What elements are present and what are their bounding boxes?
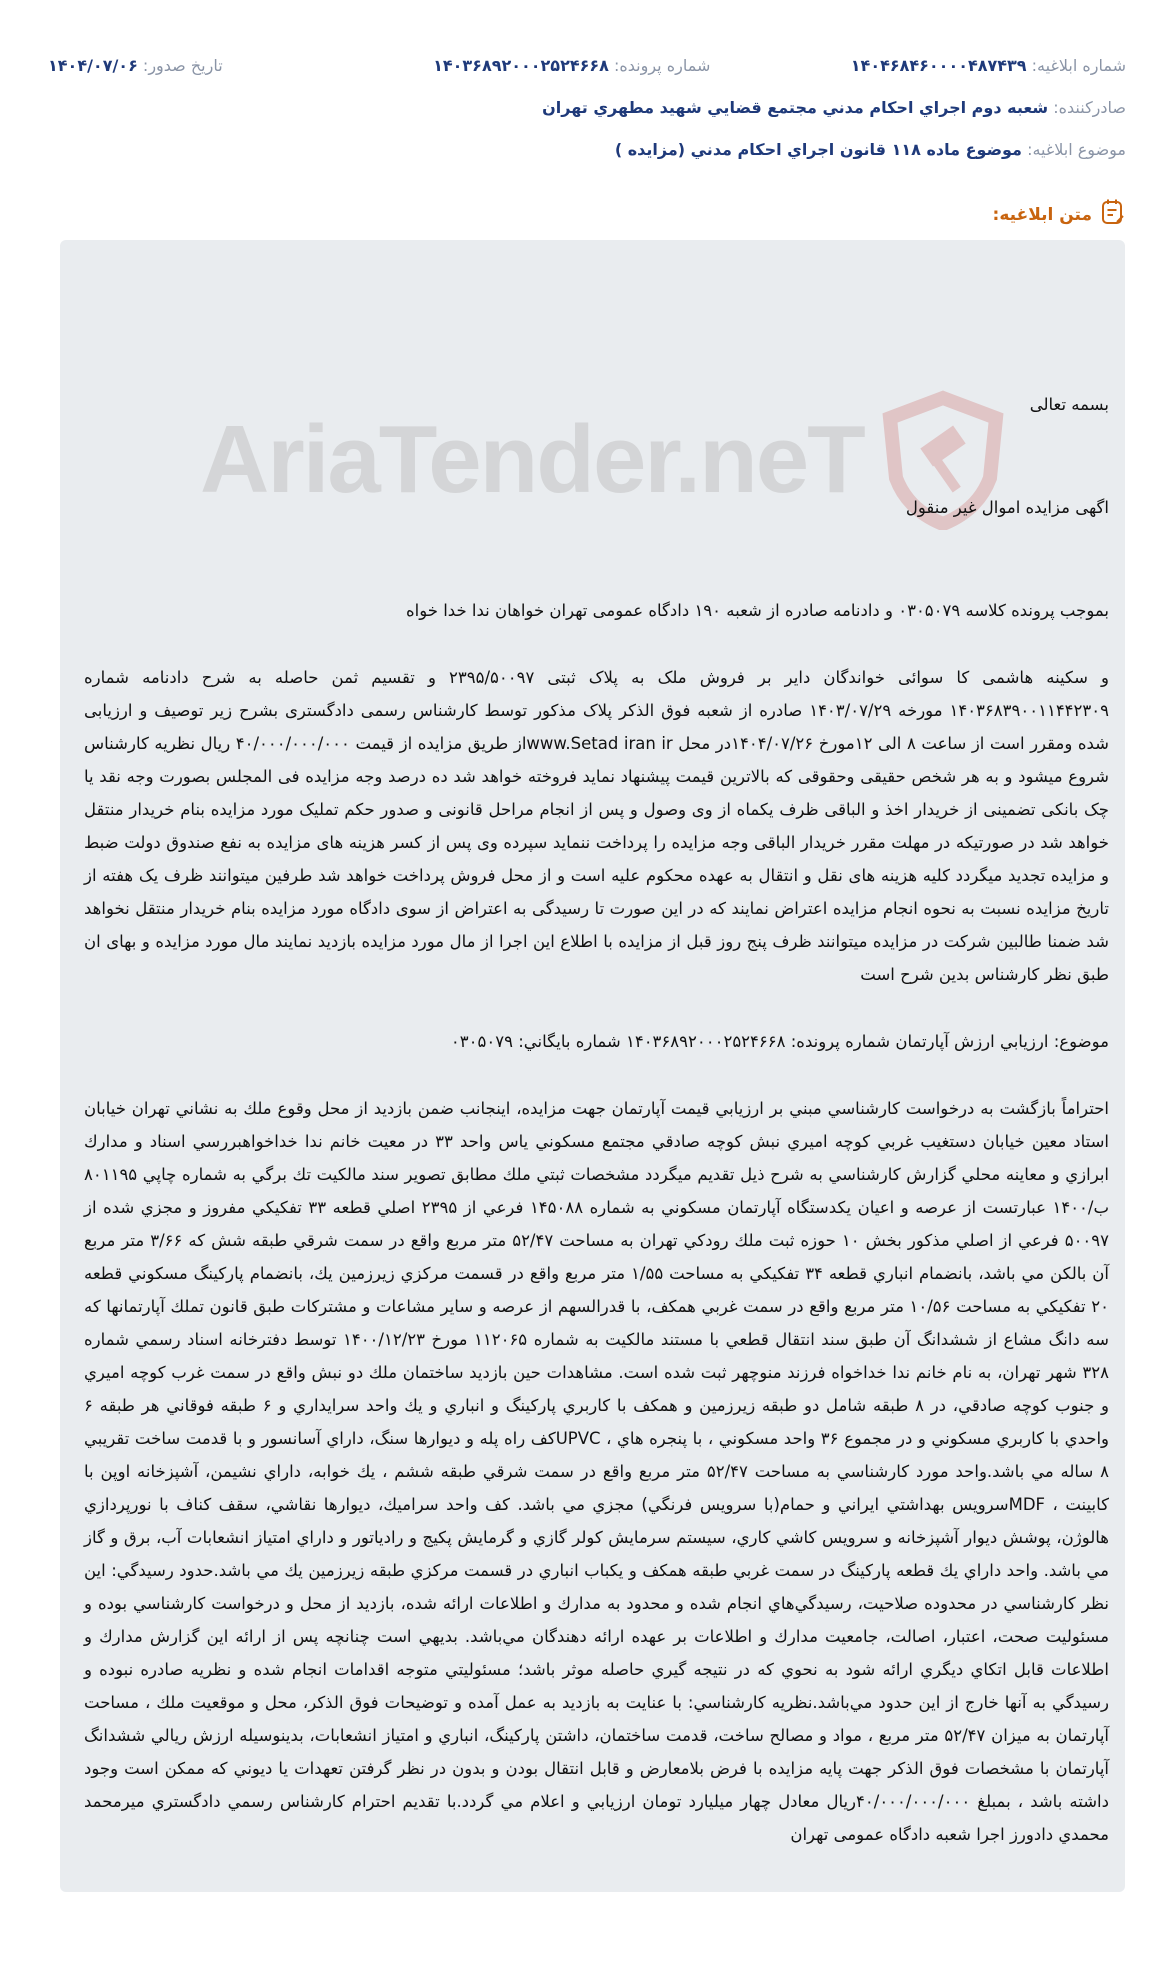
- case-number-value: ۱۴۰۳۶۸۹۲۰۰۰۲۵۲۴۶۶۸: [433, 56, 609, 75]
- notice-text-heading: متن ابلاغیه:: [993, 198, 1126, 231]
- issuer-row: صادرکننده: شعبه دوم اجراي احكام مدني مجتمع قضايي شهيد مطهري تهران: [542, 98, 1126, 117]
- notice-number: شماره ابلاغیه: ۱۴۰۴۶۸۴۶۰۰۰۰۴۸۷۴۳۹: [850, 56, 1126, 75]
- notice-number-value: ۱۴۰۴۶۸۴۶۰۰۰۰۴۸۷۴۳۹: [850, 56, 1027, 75]
- auction-terms: و سکینه هاشمی کا سوائی خواندگان دایر بر فروش ملک به پلاک ثبتی ۲۳۹۵/۵۰۰۹۷ و تقسیم ثمن حاصله به شرح دادنامه شماره ۱۴۰۳۶۸۳۹۰۰۱۱۴۴۲۳۰۹ مورخه ۱۴۰۳/۰۷/۲۹ صادره از شعبه فوق الذکر پلاک مذکور توسط کارشناس رسمی دادگستری بشرح زیر توصیف و ارزیابی شده ومقرر است از ساعت ۸ الی ۱۲مورخ ۱۴۰۴/۰۷/۲۶در محل www.Setad iran irاز طریق مزایده از قیمت ۴۰/۰۰۰/۰۰۰/۰۰۰ ریال نظریه کارشناس شروع میشود و به هر شخص حقیقی وحقوقی که بالاترین قیمت پیشنهاد نماید فروخته خواهد شد ده درصد وجه مزایده فی المجلس بصورت وجه نقد یا چک بانکی تضمینی از خریدار اخذ و الباقی ظرف یکماه از وی وصول و پس از انجام مراحل قانونی و صدور حکم تملیک مورد مزایده بنام خریدار منتقل خواهد شد در صورتیکه در مهلت مقرر خریدار الباقی وجه مزایده را پرداخت ننماید سپرده وی پس از کسر هزینه های مزایده به نفع صندوق دولت ضبط و مزایده تجدید میگردد کلیه هزینه های نقل و انتقال به عهده محکوم علیه است و از محل فروش پرداخت خواهد شد طرفین میتوانند ظرف یک هفته از تاریخ مزایده نسبت به نحوه انجام مزایده اعتراض نمایند که در این صورت تا رسیدگی به اعتراض از سوی دادگاه مورد مزایده بنام خریدار منتقل نخواهد شد ضمنا طالبین شرکت در مزایده میتوانند ظرف پنج روز قبل از مزایده با اطلاع این اجرا از مال مورد مزایده بازدید نمایند مال مورد مزایده و بهای ان طبق نظر کارشناس بدین شرح است: [84, 668, 1110, 984]
- notice-text-box: [60, 240, 1125, 1892]
- subject-row: موضوع ابلاغیه: موضوع ماده ۱۱۸ قانون اجراي احكام مدني (مزايده ): [614, 140, 1126, 159]
- notepad-icon: [1100, 198, 1126, 231]
- notice-meta-row: [48, 56, 1126, 75]
- case-intro: بموجب پرونده کلاسه ۰۳۰۵۰۷۹ و دادنامه صادره از شعبه ۱۹۰ دادگاه عمومی تهران خواهان ندا خدا خواه: [406, 601, 1109, 620]
- issuer-value: شعبه دوم اجراي احكام مدني مجتمع قضايي شهيد مطهري تهران: [542, 98, 1049, 117]
- appraisal-subject: موضوع: ارزيابي ارزش آپارتمان شماره پرونده: ۱۴۰۳۶۸۹۲۰۰۰۲۵۲۴۶۶۸ شماره بايگاني: ۰۳۰۵۰۷۹: [450, 1032, 1109, 1051]
- appraisal-report: احتراماً بازگشت به درخواست كارشناسي مبني بر ارزيابي قيمت آپارتمان جهت مزايده، اينجانب ضمن بازديد از محل وقوع ملك به نشاني تهران خيابان استاد معين خيابان دستغيب غربي كوچه اميري نبش كوچه صادقي مجتمع مسكوني ياس واحد ۳۳ در معيت خانم ندا خداخواهبررسي اسناد و مدارك ابرازي و معاينه محلي گزارش كارشناسي به شرح ذيل تقديم ميگردد مشخصات ثبتي ملك مطابق تصوير سند مالكيت تك برگي به شماره چاپي ۸۰۱۱۹۵ ب/۱۴۰۰ عبارتست از عرصه و اعيان يكدستگاه آپارتمان مسكوني به شماره ۱۴۵۰۸۸ فرعي از ۲۳۹۵ اصلي قطعه ۳۳ تفكيكي مفروز و مجزي شده از ۵۰۰۹۷ فرعي از اصلي مذكور بخش ۱۰ حوزه ثبت ملك رودكي تهران به مساحت ۵۲/۴۷ متر مربع واقع در سمت شرقي طبقه شش كه ۳/۶۶ متر مربع آن بالكن مي باشد، بانضمام انباري قطعه ۳۴ تفكيكي به مساحت ۱/۵۵ متر مربع واقع در قسمت مركزي زيرزمين يك، بانضمام پاركينگ مسكوني قطعه ۲۰ تفكيكي به مساحت ۱۰/۵۶ متر مربع واقع در سمت غربي همكف، با قدرالسهم از عرصه و ساير مشاعات و مشتركات طبق قانون تملك آپارتمانها كه سه دانگ مشاع از ششدانگ آن طبق سند انتقال قطعي با مستند مالكيت به شماره ۱۱۲۰۶۵ مورخ ۱۴۰۰/۱۲/۲۳ توسط دفترخانه اسناد رسمي شماره ۳۲۸ شهر تهران، به نام خانم ندا خداخواه فرزند منوچهر ثبت شده است. مشاهدات حين بازديد ساختمان ملك دو نبش واقع در سمت غرب كوچه اميري و جنوب كوچه صادقي، در ۸ طبقه شامل دو طبقه زيرزمين و همكف با كاربري پاركينگ و انباري و يك واحد سرايداري و ۶ طبقه فوقاني هر طبقه ۶ واحدي با كاربري مسكوني و در مجموع ۳۶ واحد مسكوني ، با پنجره هاي ، UPVCكف راه پله و ديوارها سنگ، داراي آسانسور و با قدمت ساخت تقريبي ۸ ساله مي باشد.واحد مورد كارشناسي به مساحت ۵۲/۴۷ متر مربع واقع در سمت شرقي طبقه ششم ، يك خوابه، داراي نشيمن، آشپزخانه اوپن با كابينت ، MDFسرويس بهداشتي ايراني و حمام(با سرويس فرنگي) مجزي مي باشد. كف واحد سراميك، ديوارها نقاشي، سقف كناف با نورپردازي هالوژن، پوشش ديوار آشپزخانه و سرويس كاشي كاري، سيستم سرمايش كولر گازي و گرمايش پكيج و رادياتور و داراي امتياز انشعابات آب، برق و گاز مي باشد. واحد داراي يك قطعه پاركينگ در سمت غربي طبقه همكف و يكباب انباري در قسمت مركزي طبقه زيرزمين يك مي باشد.حدود رسيدگي: اين نظر كارشناسي در محدوده صلاحيت، رسيدگي‌هاي انجام شده و محدود به مدارك و اطلاعات ارائه شده، بازديد از محل و درخواست كارشناسي بوده و مسئوليت صحت، اعتبار، اصالت، جامعيت مدارك و اطلاعات بر عهده ارائه دهندگان مي‌باشد. بديهي است چنانچه پس از ارائه اين گزارش مدارك و اطلاعات قابل اتكاي ديگري ارائه شود به نحوي كه در نتيجه گيري حاصله موثر باشد؛ مسئوليتي متوجه اقدامات انجام شده و نظريه صادره نبوده و رسيدگي به آنها خارج از اين حدود مي‌باشد.نظريه كارشناسي: با عنايت به بازديد به عمل آمده و توضيحات فوق الذكر، محل و موقعيت ملك ، مساحت آپارتمان به ميزان ۵۲/۴۷ متر مربع ، مواد و مصالح ساخت، قدمت ساختمان، داشتن پاركينگ، انباري و امتياز انشعابات، بدينوسيله ارزش ريالي ششدانگ آپارتمان با مشخصات فوق الذكر جهت پايه مزايده با فرض بلامعارض و قابل انتقال بودن و بدون در نظر گرفتن تعهدات يا ديوني كه ممكن است وجود داشته باشد ، بمبلغ ۴۰/۰۰۰/۰۰۰/۰۰۰ريال معادل چهار ميليارد تومان ارزيابي و اعلام مي گردد.با تقديم احترام كارشناس رسمي دادگستري ميرمحمد محمدي دادورز اجرا شعبه دادگاه عمومی تهران: [84, 1099, 1110, 1844]
- watermark-logo: AriaTender.neT: [200, 390, 1008, 530]
- auction-title: اگهی مزایده اموال غیر منقول: [905, 498, 1109, 517]
- notice-body: [84, 388, 1109, 1851]
- issue-date-value: ۱۴۰۴/۰۷/۰۶: [48, 56, 138, 75]
- subject-value: موضوع ماده ۱۱۸ قانون اجراي احكام مدني (مزايده ): [614, 140, 1022, 159]
- issue-date: تاریخ صدور: ۱۴۰۴/۰۷/۰۶: [48, 56, 223, 75]
- basmala: بسمه تعالی: [1029, 395, 1109, 414]
- case-number: شماره پرونده: ۱۴۰۳۶۸۹۲۰۰۰۲۵۲۴۶۶۸: [433, 56, 711, 75]
